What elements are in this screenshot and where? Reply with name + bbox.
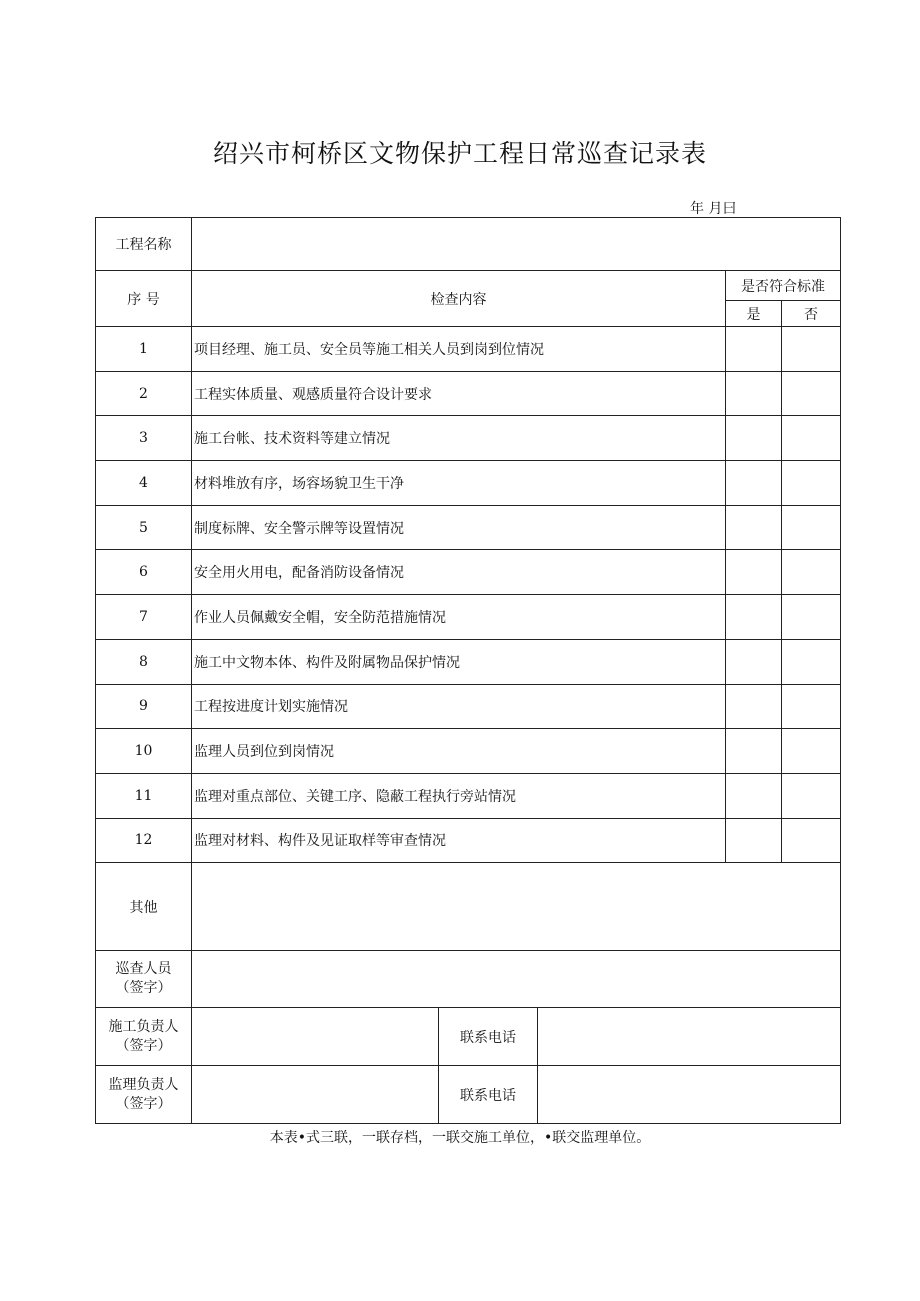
no-checkbox-cell[interactable] [782, 505, 841, 550]
no-checkbox-cell[interactable] [782, 639, 841, 684]
table-row [96, 327, 841, 372]
no-header: 否 [782, 301, 841, 327]
item-number: 4 [96, 461, 192, 506]
item-number: 9 [96, 684, 192, 729]
item-content: 工程实体质量、观感质量符合设计要求 [192, 371, 726, 416]
table-row [96, 729, 841, 774]
item-number: 1 [96, 327, 192, 372]
table-row [96, 416, 841, 461]
header-row [96, 271, 841, 301]
seq-header: 序 号 [96, 271, 192, 327]
item-content: 监理人员到位到岗情况 [192, 729, 726, 774]
item-content: 制度标牌、安全警示牌等设置情况 [192, 505, 726, 550]
yes-checkbox-cell[interactable] [726, 505, 782, 550]
no-checkbox-cell[interactable] [782, 550, 841, 595]
no-checkbox-cell[interactable] [782, 684, 841, 729]
item-content: 作业人员佩戴安全帽，安全防范措施情况 [192, 595, 726, 640]
table-row [96, 684, 841, 729]
item-number: 8 [96, 639, 192, 684]
project-name-field[interactable] [192, 218, 841, 271]
table-row [96, 818, 841, 863]
table-row [96, 639, 841, 684]
construction-lead-label [96, 1008, 192, 1066]
yes-checkbox-cell[interactable] [726, 416, 782, 461]
footnote: 本表•式三联，一联存档，一联交施工单位，•联交监理单位。 [269, 1130, 651, 1146]
table-row [96, 550, 841, 595]
table-row [96, 595, 841, 640]
item-content: 安全用火用电，配备消防设备情况 [192, 550, 726, 595]
yes-checkbox-cell[interactable] [726, 461, 782, 506]
item-number: 11 [96, 773, 192, 818]
supervision-lead-label-line1: 监理负责人 [108, 1076, 179, 1093]
inspection-table [95, 217, 841, 1124]
supervision-lead-row [96, 1066, 841, 1124]
supervision-phone-label: 联系电话 [439, 1066, 538, 1124]
inspector-label-line1: 巡查人员 [115, 961, 172, 978]
item-number: 12 [96, 818, 192, 863]
construction-lead-signature-field[interactable] [192, 1008, 439, 1066]
form-title: 绍兴市柯桥区文物保护工程日常巡查记录表 [212, 139, 707, 168]
construction-lead-label-line1: 施工负责人 [108, 1018, 179, 1035]
supervision-lead-label-line2: （签字） [115, 1095, 172, 1112]
inspector-label-line2: （签字） [115, 980, 172, 997]
yes-checkbox-cell[interactable] [726, 595, 782, 640]
item-content: 监理对材料、构件及见证取样等审查情况 [192, 818, 726, 863]
yes-checkbox-cell[interactable] [726, 371, 782, 416]
yes-checkbox-cell[interactable] [726, 818, 782, 863]
yes-checkbox-cell[interactable] [726, 729, 782, 774]
yes-checkbox-cell[interactable] [726, 327, 782, 372]
inspector-signature-field[interactable] [192, 951, 841, 1008]
supervision-lead-label [96, 1066, 192, 1124]
item-number: 7 [96, 595, 192, 640]
no-checkbox-cell[interactable] [782, 327, 841, 372]
other-label: 其他 [96, 863, 192, 951]
other-field[interactable] [192, 863, 841, 951]
date-label: 年 月曰 [690, 201, 737, 217]
supervision-phone-field[interactable] [538, 1066, 841, 1124]
construction-lead-label-line2: （签字） [115, 1037, 172, 1054]
table-row [96, 461, 841, 506]
no-checkbox-cell[interactable] [782, 773, 841, 818]
yes-checkbox-cell[interactable] [726, 773, 782, 818]
table-row [96, 505, 841, 550]
item-content: 项目经理、施工员、安全员等施工相关人员到岗到位情况 [192, 327, 726, 372]
no-checkbox-cell[interactable] [782, 729, 841, 774]
yes-header: 是 [726, 301, 782, 327]
item-content: 监理对重点部位、关键工序、隐蔽工程执行旁站情况 [192, 773, 726, 818]
no-checkbox-cell[interactable] [782, 371, 841, 416]
item-number: 10 [96, 729, 192, 774]
no-checkbox-cell[interactable] [782, 416, 841, 461]
table-row [96, 371, 841, 416]
no-checkbox-cell[interactable] [782, 595, 841, 640]
yes-checkbox-cell[interactable] [726, 684, 782, 729]
construction-phone-label: 联系电话 [439, 1008, 538, 1066]
item-number: 3 [96, 416, 192, 461]
item-content: 材料堆放有序，场容场貌卫生干净 [192, 461, 726, 506]
other-row [96, 863, 841, 951]
item-number: 5 [96, 505, 192, 550]
project-name-label: 工程名称 [96, 218, 192, 271]
yes-checkbox-cell[interactable] [726, 639, 782, 684]
inspector-row [96, 951, 841, 1008]
project-name-row [96, 218, 841, 271]
item-content: 施工台帐、技术资料等建立情况 [192, 416, 726, 461]
no-checkbox-cell[interactable] [782, 461, 841, 506]
compliance-header: 是否符合标准 [726, 271, 841, 301]
item-content: 工程按进度计划实施情况 [192, 684, 726, 729]
table-row [96, 773, 841, 818]
construction-phone-field[interactable] [538, 1008, 841, 1066]
yes-checkbox-cell[interactable] [726, 550, 782, 595]
supervision-lead-signature-field[interactable] [192, 1066, 439, 1124]
content-header: 检查内容 [192, 271, 726, 327]
item-number: 6 [96, 550, 192, 595]
item-number: 2 [96, 371, 192, 416]
item-content: 施工中文物本体、构件及附属物品保护情况 [192, 639, 726, 684]
no-checkbox-cell[interactable] [782, 818, 841, 863]
construction-lead-row [96, 1008, 841, 1066]
inspector-label [96, 951, 192, 1008]
